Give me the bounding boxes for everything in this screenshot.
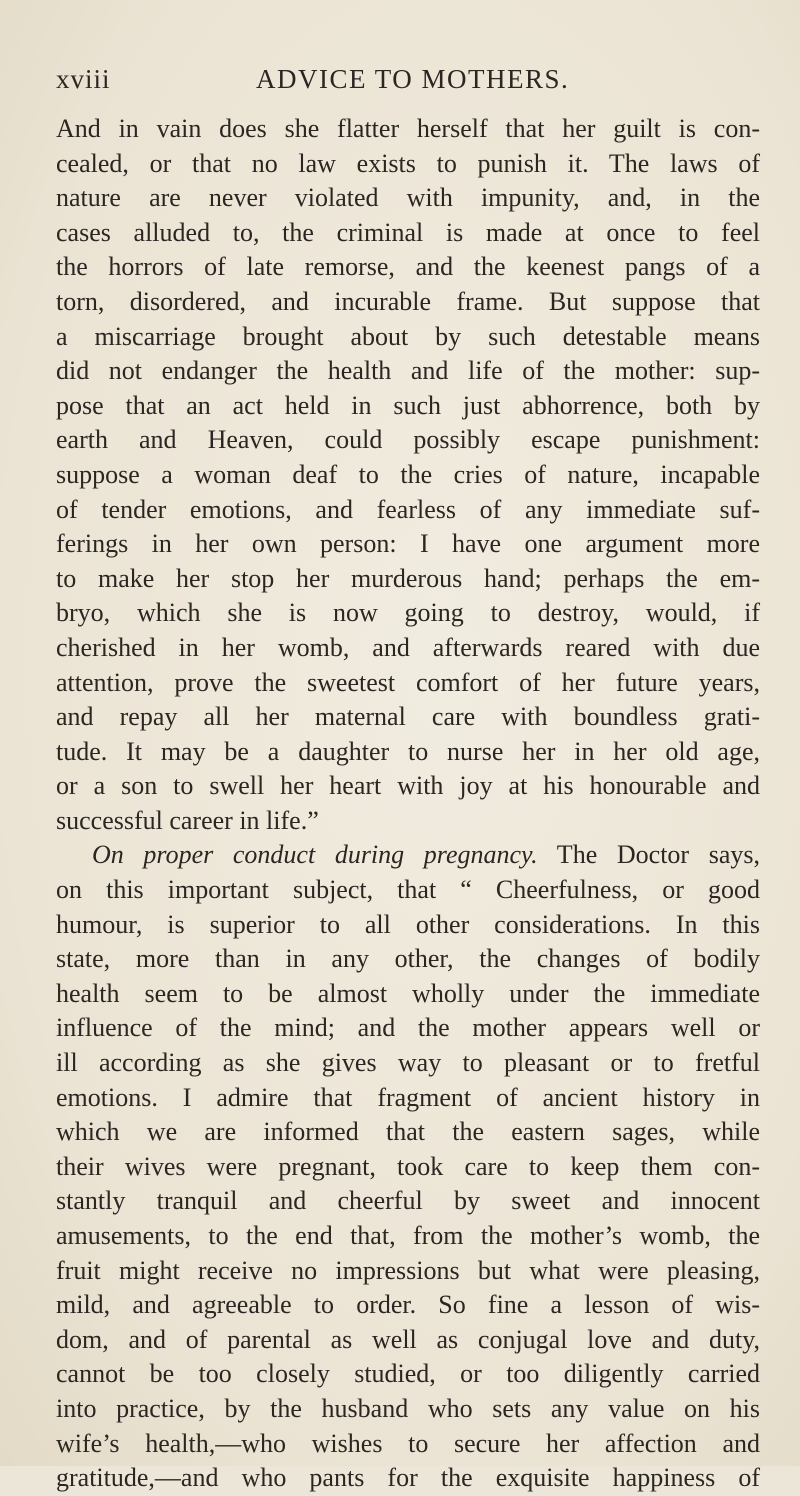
text-line: a miscarriage brought about by such detestable means: [56, 321, 760, 351]
section-heading-italic: On proper conduct during pregnancy.: [92, 840, 538, 870]
text-line: on this important subject, that “ Cheerfulness, or good: [56, 875, 760, 905]
text-line: pose that an act held in such just abhorrence, both by: [56, 390, 760, 420]
text-line: And in vain does she flatter herself that her guilt is con-: [56, 114, 760, 143]
body-text: [56, 112, 760, 1496]
paragraph-1: [56, 112, 760, 838]
text-line: and repay all her maternal care with boundless grati-: [56, 702, 760, 732]
text-line: stantly tranquil and cheerful by sweet and innocent: [56, 1186, 760, 1216]
text-line: cealed, or that no law exists to punish it. The laws of: [56, 148, 760, 178]
text-line: ill according as she gives way to pleasant or to fretful: [56, 1048, 760, 1078]
opening-line-rest: The Doctor says,: [537, 840, 760, 870]
text-line: attention, prove the sweetest comfort of her future years,: [56, 667, 760, 697]
text-line: to make her stop her murderous hand; perhaps the em-: [56, 563, 760, 593]
page-header: [56, 64, 756, 104]
text-line: health seem to be almost wholly under the immediate: [56, 978, 760, 1008]
text-line: of tender emotions, and fearless of any immediate suf-: [56, 494, 760, 524]
text-line: bryo, which she is now going to destroy, would, if: [56, 598, 760, 628]
text-line: gratitude,—and who pants for the exquisite happiness of: [56, 1463, 760, 1493]
text-line: dom, and of parental as well as conjugal love and duty,: [56, 1324, 760, 1354]
text-line: mild, and agreeable to order. So fine a lesson of wis-: [56, 1290, 760, 1320]
text-line: emotions. I admire that fragment of ancient history in: [56, 1082, 760, 1112]
text-line: amusements, to the end that, from the mother’s womb, the: [56, 1221, 760, 1250]
text-line: did not endanger the health and life of the mother: sup-: [56, 356, 760, 386]
running-title: ADVICE TO MOTHERS.: [256, 64, 570, 94]
text-line: cases alluded to, the criminal is made at once to feel: [56, 217, 760, 247]
page-number: xviii: [56, 64, 111, 94]
text-line: humour, is superior to all other considerations. In this: [56, 909, 760, 939]
text-line: the horrors of late remorse, and the keenest pangs of a: [56, 252, 760, 282]
text-line: tude. It may be a daughter to nurse her in her old age,: [56, 736, 760, 766]
paragraph-opening-line: [56, 838, 760, 873]
text-line: ferings in her own person: I have one argument more: [56, 529, 760, 559]
text-line: cherished in her womb, and afterwards reared with due: [56, 632, 760, 662]
text-line: nature are never violated with impunity, and, in the: [56, 183, 760, 213]
text-line: their wives were pregnant, took care to keep them con-: [56, 1151, 760, 1181]
text-line: into practice, by the husband who sets any value on his: [56, 1393, 760, 1423]
text-line: earth and Heaven, could possibly escape punishment:: [56, 425, 760, 455]
text-line: influence of the mind; and the mother appears well or: [56, 1013, 760, 1043]
text-line: which we are informed that the eastern sages, while: [56, 1117, 760, 1147]
text-line: fruit might receive no impressions but what were pleasing,: [56, 1255, 760, 1285]
text-line: cannot be too closely studied, or too diligently carried: [56, 1359, 760, 1389]
text-line: state, more than in any other, the changes of bodily: [56, 944, 760, 974]
text-line: successful career in life.”: [56, 805, 319, 835]
text-line: wife’s health,—who wishes to secure her affection and: [56, 1428, 760, 1458]
text-line: or a son to swell her heart with joy at his honourable and: [56, 771, 760, 801]
text-line: suppose a woman deaf to the cries of nature, incapable: [56, 459, 760, 489]
paragraph-2: [56, 838, 760, 1495]
text-line: torn, disordered, and incurable frame. But suppose that: [56, 286, 760, 316]
